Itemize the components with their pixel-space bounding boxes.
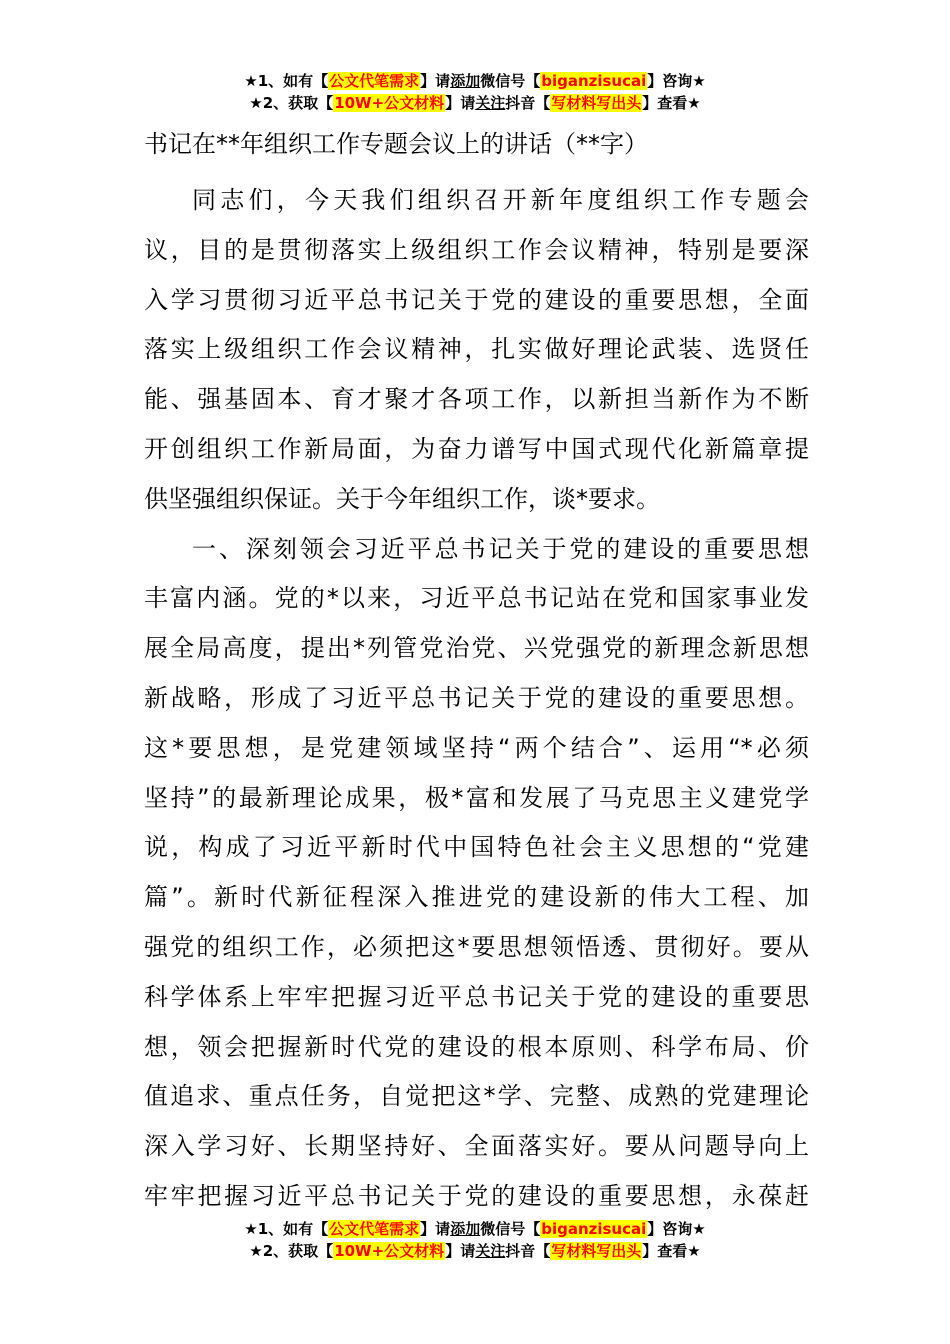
banner-text: ★2、获取【 — [249, 1242, 334, 1260]
highlight-text: 公文代笔需求 — [329, 1220, 420, 1238]
douyin-account: 写材料写出头 — [551, 1242, 642, 1260]
text-line: 科学体系上牢牢把握习近平总书记关于党的建设的重要思 — [144, 982, 809, 1011]
banner-text: ★2、获取【 — [249, 94, 334, 112]
banner-text: 微信号【 — [480, 72, 541, 90]
douyin-account: 写材料写出头 — [551, 94, 642, 112]
banner-text: 微信号【 — [480, 1220, 541, 1238]
banner-text: 】请 — [420, 1220, 451, 1238]
section-heading-line: 一、深刻领会习近平总书记关于党的建设的重要思想 — [192, 534, 809, 563]
banner-text: 】请 — [445, 94, 476, 112]
text-line: 入学习贯彻习近平总书记关于党的建设的重要思想，全面 — [144, 285, 809, 314]
text-line: 同志们，今天我们组织召开新年度组织工作专题会 — [192, 186, 809, 214]
highlight-text: 10W+公文材料 — [334, 94, 445, 112]
banner-line-2 — [0, 1240, 950, 1262]
text-line: 议，目的是贯彻落实上级组织工作会议精神，特别是要深 — [144, 235, 809, 264]
text-line: 展全局高度，提出*列管党治党、兴党强党的新理念新思想 — [144, 634, 809, 663]
underlined-text: 关注 — [475, 94, 506, 112]
underlined-text: 添加 — [450, 1220, 481, 1238]
text-line: 强党的组织工作，必须把这*要思想领悟透、贯彻好。要从 — [144, 932, 809, 961]
text-line: 能、强基固本、育才聚才各项工作，以新担当新作为不断 — [144, 385, 809, 414]
banner-text: 】咨询★ — [647, 72, 706, 90]
text-line: 落实上级组织工作会议精神，扎实做好理论武装、选贤任 — [144, 335, 809, 364]
banner-text: ★1、如有【 — [244, 72, 329, 90]
document-body — [144, 176, 809, 1222]
text-line: 坚持”的最新理论成果，极*富和发展了马克思主义建党学 — [144, 783, 809, 812]
banner-text: ★1、如有【 — [244, 1220, 329, 1238]
text-line: 值追求、重点任务，自觉把这*学、完整、成熟的党建理论 — [144, 1082, 809, 1111]
banner-line-1 — [0, 1218, 950, 1240]
highlight-text: 公文代笔需求 — [329, 72, 420, 90]
banner-text: 】查看★ — [642, 94, 701, 112]
text-line: 篇”。新时代新征程深入推进党的建设新的伟大工程、加 — [144, 883, 809, 912]
banner-text: 】咨询★ — [647, 1220, 706, 1238]
text-line: 新战略，形成了习近平总书记关于党的建设的重要思想。 — [144, 683, 809, 712]
header-banner — [0, 70, 950, 114]
footer-banner — [0, 1218, 950, 1262]
text-line: 这*要思想，是党建领域坚持“两个结合”、运用“*必须 — [144, 733, 809, 762]
banner-text: 抖音【 — [505, 1242, 551, 1260]
text-line: 开创组织工作新局面，为奋力谱写中国式现代化新篇章提 — [144, 434, 809, 463]
underlined-text: 关注 — [475, 1242, 506, 1260]
banner-text: 】查看★ — [642, 1242, 701, 1260]
banner-text: 】请 — [420, 72, 451, 90]
text-line: 说，构成了习近平新时代中国特色社会主义思想的“党建 — [144, 833, 809, 862]
underlined-text: 添加 — [450, 72, 481, 90]
text-line: 深入学习好、长期坚持好、全面落实好。要从问题导向上 — [144, 1132, 809, 1161]
document-title: 书记在**年组织工作专题会议上的讲话（**字） — [144, 130, 648, 158]
text-line: 供坚强组织保证。关于今年组织工作，谈*要求。 — [144, 484, 660, 513]
banner-line-2 — [0, 92, 950, 114]
text-line: 牢牢把握习近平总书记关于党的建设的重要思想，永葆赶 — [144, 1181, 809, 1210]
wechat-id: biganzisucai — [541, 1220, 647, 1238]
banner-text: 抖音【 — [505, 94, 551, 112]
text-line: 想，领会把握新时代党的建设的根本原则、科学布局、价 — [144, 1032, 809, 1061]
banner-text: 】请 — [445, 1242, 476, 1260]
highlight-text: 10W+公文材料 — [334, 1242, 445, 1260]
text-line: 丰富内涵。党的*以来，习近平总书记站在党和国家事业发 — [144, 584, 809, 613]
wechat-id: biganzisucai — [541, 72, 647, 90]
banner-line-1 — [0, 70, 950, 92]
